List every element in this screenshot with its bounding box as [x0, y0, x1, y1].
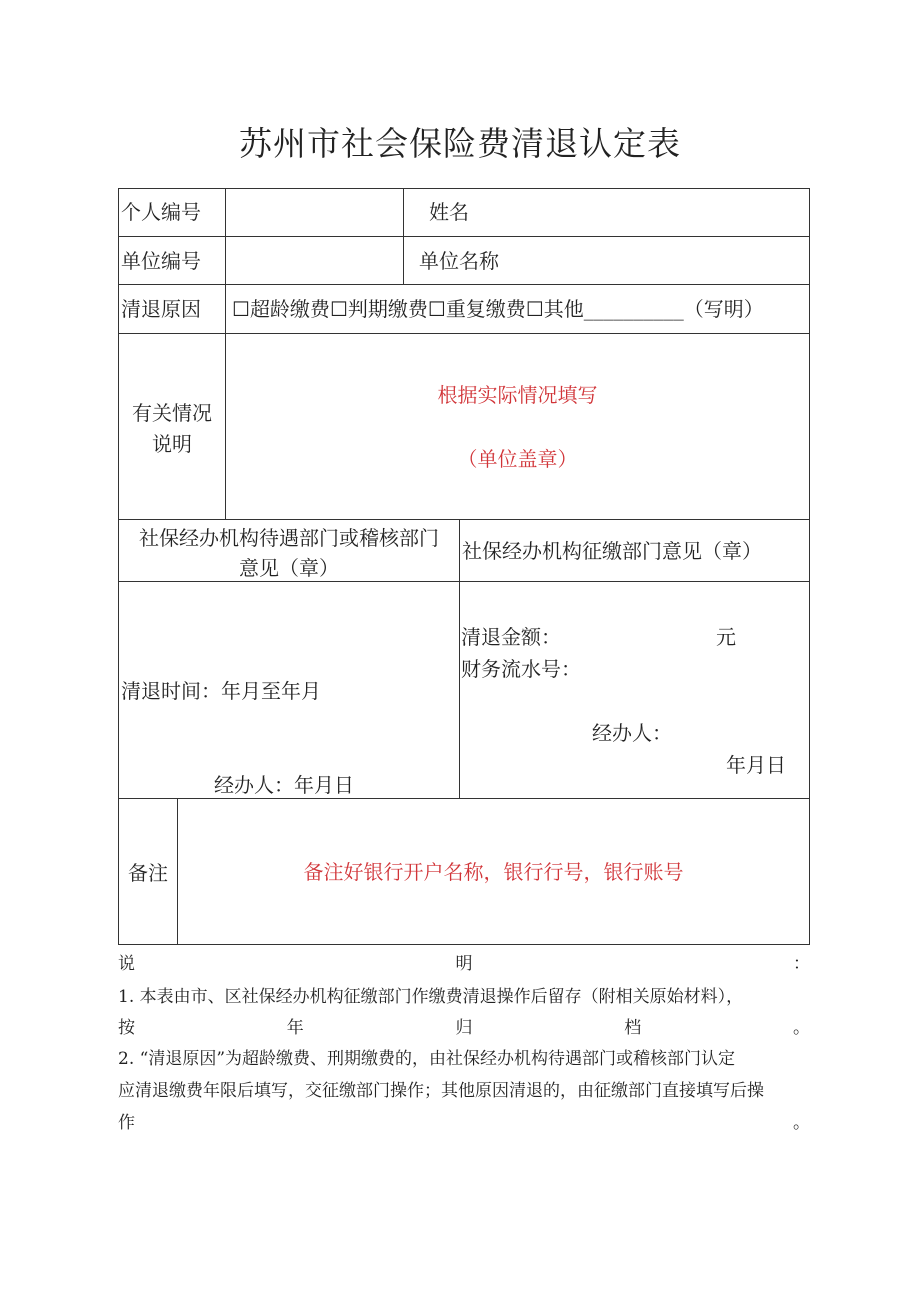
checkbox-icon[interactable]: ☐ — [427, 297, 446, 321]
right-date: 年月日 — [726, 753, 786, 777]
table-row-divider — [118, 581, 810, 582]
table-row-divider — [118, 798, 810, 799]
reason-options — [232, 297, 764, 321]
notes-heading: 说明： — [118, 954, 810, 974]
refund-amount-unit: 元 — [716, 625, 736, 649]
left-handler-date: 经办人：年月日 — [214, 773, 354, 797]
table-col-divider — [403, 188, 404, 284]
notes-line-3: 2. “清退原因”为超龄缴费、刑期缴费的，由社保经办机构待遇部门或稽核部门认定 — [118, 1049, 736, 1069]
notes-line-5: 作。 — [118, 1113, 810, 1133]
table-col-divider — [459, 519, 460, 798]
checkbox-icon[interactable]: ☐ — [525, 297, 544, 321]
remarks-label: 备注 — [128, 861, 168, 885]
name-field[interactable] — [500, 192, 805, 233]
reason-option-label: 其他 — [543, 297, 584, 321]
situation-label-line2: 说明 — [152, 432, 192, 456]
table-row-divider — [118, 333, 810, 334]
reason-option-label: 重复缴费 — [445, 297, 526, 321]
table-row-divider — [118, 236, 810, 237]
benefit-dept-header-line2: 意见（章） — [239, 556, 339, 580]
checkbox-icon[interactable]: ☐ — [232, 297, 250, 321]
situation-seal-hint: （单位盖章） — [457, 447, 578, 471]
unit-id-field[interactable] — [228, 240, 400, 281]
table-border-top — [118, 188, 810, 189]
personal-id-label: 个人编号 — [121, 200, 201, 224]
table-border-right — [809, 188, 810, 945]
remarks-hint: 备注好银行开户名称，银行行号，银行账号 — [303, 860, 684, 884]
reason-option-label: 判期缴费 — [347, 297, 428, 321]
situation-hint: 根据实际情况填写 — [437, 383, 598, 407]
checkbox-icon[interactable]: ☐ — [329, 297, 348, 321]
unit-id-label: 单位编号 — [121, 249, 201, 273]
notes-line-4: 应清退缴费年限后填写，交征缴部门操作；其他原因清退的，由征缴部门直接填写后操 — [118, 1081, 764, 1101]
collection-dept-header: 社保经办机构征缴部门意见（章） — [462, 539, 762, 563]
unit-name-label: 单位名称 — [419, 249, 499, 273]
table-row-divider — [118, 284, 810, 285]
reason-other-blank[interactable]: __________ — [583, 297, 684, 321]
situation-label: 有关情况 — [132, 401, 212, 425]
refund-amount-label: 清退金额： — [461, 625, 561, 649]
notes-line-2: 按年归档。 — [118, 1018, 810, 1038]
table-row-divider — [118, 519, 810, 520]
name-label: 姓名 — [429, 200, 469, 224]
serial-number-label: 财务流水号： — [461, 657, 581, 681]
personal-id-field[interactable] — [228, 192, 400, 233]
unit-name-field[interactable] — [520, 240, 805, 281]
reason-option-label: 超龄缴费 — [249, 297, 330, 321]
reason-write-hint: （写明） — [683, 297, 764, 321]
form-title: 苏州市社会保险费清退认定表 — [239, 124, 681, 163]
reason-label: 清退原因 — [121, 297, 201, 321]
benefit-dept-header: 社保经办机构待遇部门或稽核部门 — [139, 526, 439, 550]
table-border-bottom — [118, 944, 810, 945]
right-handler-label: 经办人： — [592, 721, 672, 745]
notes-line-1: 1. 本表由市、区社保经办机构征缴部门作缴费清退操作后留存（附相关原始材料）， — [118, 987, 744, 1007]
refund-period: 清退时间：年月至年月 — [121, 679, 321, 703]
